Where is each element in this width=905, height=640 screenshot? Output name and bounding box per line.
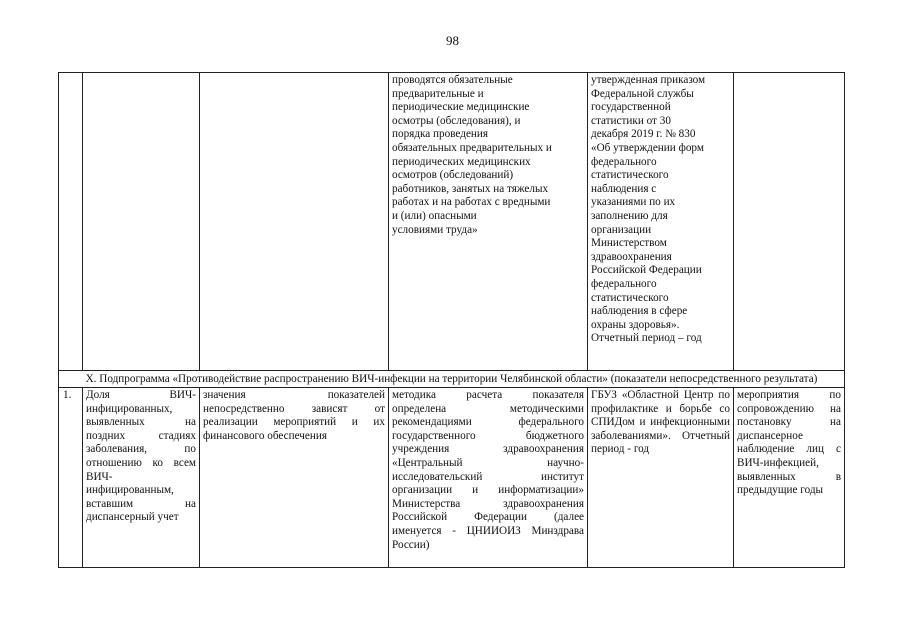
text-line: работах и на работах с вредными [392,196,551,209]
table-row [59,388,845,568]
text-line: утвержденная приказом [591,74,706,86]
section-heading-row [59,371,845,388]
source-text: ГБУЗ «Областной Центр по профилактике и борьбе со СПИДом и инфекционными заболеваниями». Отчетный период - год [588,388,734,568]
text-line: декабря 2019 г. № 830 [591,128,696,141]
section-heading: X. Подпрограмма «Противодействие распространению ВИЧ-инфекции на территории Челябинской области» (показатели непосредственного результата) [59,371,845,388]
text-line: наблюдения с [591,182,657,195]
text-line: предварительные и [392,87,484,100]
text-line: Федеральной службы [591,87,694,100]
indicators-table [58,72,845,568]
text-line: периодические медицинские [392,101,530,114]
dependence-text: значения показателей непосредственно зависят от реализации мероприятий и их финансового обеспечения [200,388,389,568]
text-line: условиями труда» [392,223,478,236]
page-number: 98 [446,33,459,48]
cell-name [83,73,200,371]
text-line: статистики от 30 [591,114,671,127]
indicator-name: Доля ВИЧ-инфицированных, выявленных на поздних стадиях заболевания, по отношению ко всем ВИЧ-инфицированным, вставшим на диспансерный учет [83,388,200,568]
text-line: порядка проведения [392,128,489,141]
text-line: обязательных предварительных и [392,141,552,154]
text-line: осмотров (обследований) [392,169,514,182]
text-line: федерального [591,155,657,168]
cell-indicator-text [389,73,588,371]
text-line: государственной [591,101,671,114]
cell-number [59,73,83,371]
text-line: и (или) опасными [392,209,477,222]
row-number: 1. [59,388,83,568]
text-line: статистического [591,291,669,304]
text-line: заполнению для [591,209,668,222]
text-line: наблюдения в сфере [591,305,688,318]
text-line: федерального [591,277,657,290]
text-line: Российской Федерации [591,264,702,277]
text-line: Министерством [591,237,667,250]
text-line: указаниями по их [591,196,676,209]
text-line: работников, занятых на тяжелых [392,182,549,195]
text-line: здравоохранения [591,250,672,263]
text-line: осмотры (обследования), и [392,114,521,127]
text-line: статистического [591,169,669,182]
text-line: «Об утверждении форм [591,141,704,154]
cell-dependence [200,73,389,371]
text-line: организации [591,223,652,236]
text-line: Отчетный период – год [591,332,702,345]
text-line: проводятся обязательные [392,74,513,86]
text-line: охраны здоровья». [591,318,680,331]
cell-measures [734,73,845,371]
continuation-row [59,73,845,371]
measures-text: мероприятия по сопровождению на постановку на диспансерное наблюдение лиц с ВИЧ-инфекцией, выявленных в предыдущие годы [734,388,845,568]
method-text: методика расчета показателя определена методическими рекомендациями федерального государственного бюджетного учреждения здравоохранения «Центральный научно-исследовательский институт организации и информатизации» Министерства здравоохранения Российской Федерации (далее именуется - ЦНИИОИЗ Минздрава России) [389,388,588,568]
cell-source [588,73,734,371]
text-line: периодических медицинских [392,155,531,168]
